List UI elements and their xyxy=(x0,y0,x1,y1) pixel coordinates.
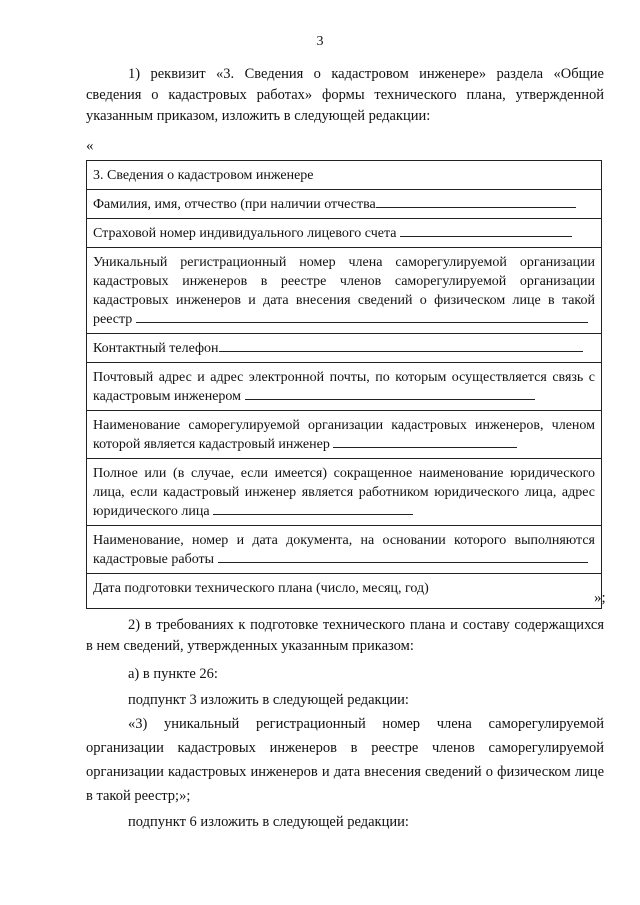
fill-blank xyxy=(400,224,572,237)
row-label: Уникальный регистрационный номер члена саморегулируемой организации кадастровых инженеров в реестре членов саморегулируемой организации кадастровых инженеров и дата внесения сведений о физическом лице в такой реестр xyxy=(93,255,595,327)
page-number: 3 xyxy=(316,34,324,49)
table-row-legal-entity xyxy=(87,459,601,526)
subpoint-6-paragraph: подпункт 6 изложить в следующей редакции: xyxy=(128,814,409,830)
row-label: Страховой номер индивидуального лицевого счета xyxy=(93,226,397,241)
fill-blank xyxy=(218,550,588,563)
row-label: Наименование, номер и дата документа, на основании которого выполняются кадастровые работы xyxy=(93,533,595,567)
table-title-row xyxy=(87,161,601,190)
closing-quote: »; xyxy=(594,590,606,606)
row-label: Полное или (в случае, если имеется) сокращенное наименование юридического лица, если кадастровый инженер является работником юридического лица, адрес юридического лица xyxy=(93,466,595,519)
fill-blank xyxy=(245,387,535,400)
row-label: Фамилия, имя, отчество (при наличии отчества xyxy=(93,197,376,212)
point-26-paragraph: а) в пункте 26: xyxy=(128,666,218,682)
row-label: Дата подготовки технического плана (число, месяц, год) xyxy=(93,581,429,596)
table-row-sro-name xyxy=(87,411,601,459)
intro-paragraph: 1) реквизит «3. Сведения о кадастровом инженере» раздела «Общие сведения о кадастровых работах» формы технического плана, утвержденной указанным приказом, изложить в следующей редакции: xyxy=(86,66,604,124)
table-row-phone xyxy=(87,334,601,363)
table-row-preparation-date xyxy=(87,574,601,609)
cadastral-engineer-table xyxy=(86,160,602,609)
fill-blank xyxy=(136,310,588,323)
row-label: Контактный телефон xyxy=(93,341,219,356)
table-row-registration-number xyxy=(87,248,601,334)
requirements-paragraph: 2) в требованиях к подготовке технического плана и составу содержащихся в нем сведений, утвержденных указанным приказом: xyxy=(86,617,604,654)
table-row-full-name xyxy=(87,190,601,219)
subpoint-3-text: «3) уникальный регистрационный номер члена саморегулируемой организации кадастровых инженеров в реестре членов саморегулируемой организации кадастровых инженеров и дата внесения сведений о физическом лице в такой реестр;»; xyxy=(86,716,604,804)
table-row-snils xyxy=(87,219,601,248)
table-row-document xyxy=(87,526,601,574)
table-row-postal-email xyxy=(87,363,601,411)
fill-blank xyxy=(219,339,583,352)
row-label: Почтовый адрес и адрес электронной почты, по которым осуществляется связь с кадастровым инженером xyxy=(93,370,595,404)
fill-blank xyxy=(333,435,517,448)
fill-blank xyxy=(376,195,576,208)
row-label: Наименование саморегулируемой организации кадастровых инженеров, членом которой является кадастровый инженер xyxy=(93,418,595,452)
subpoint-3-paragraph: подпункт 3 изложить в следующей редакции: xyxy=(128,692,409,708)
table-title: 3. Сведения о кадастровом инженере xyxy=(93,168,314,183)
fill-blank xyxy=(213,502,413,515)
opening-quote: « xyxy=(86,138,94,154)
